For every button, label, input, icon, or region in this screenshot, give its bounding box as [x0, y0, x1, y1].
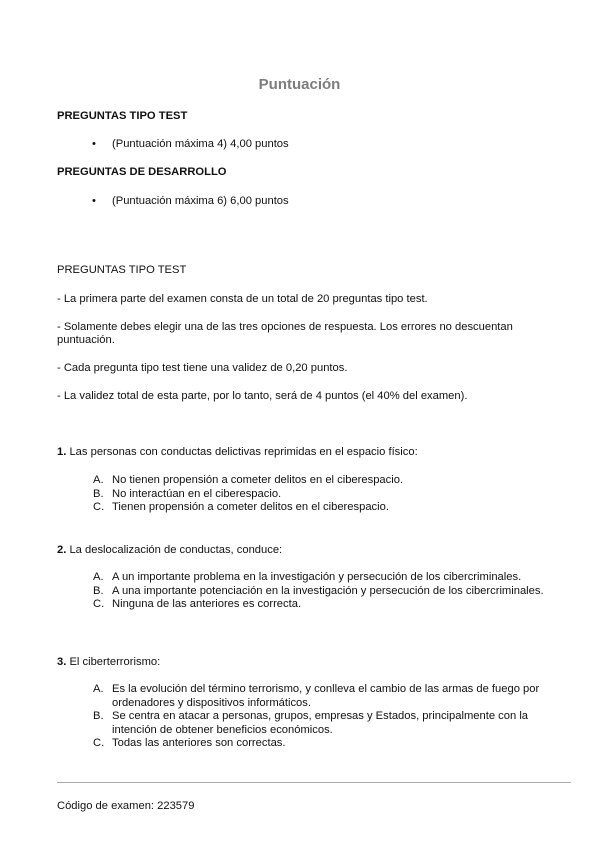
section-heading-test: PREGUNTAS TIPO TEST [57, 110, 188, 122]
answer-option[interactable] [93, 488, 573, 502]
option-letter: C. [93, 737, 105, 749]
question-2 [57, 544, 282, 556]
question-text: La deslocalización de conductas, conduce: [66, 544, 283, 556]
option-letter: C. [93, 501, 105, 513]
question-2-options [93, 571, 573, 612]
answer-option[interactable] [93, 571, 573, 585]
option-letter: A. [93, 571, 104, 583]
score-bullet-text: (Puntuación máxima 4) 4,00 puntos [112, 138, 289, 150]
option-text: A una importante potenciación en la investigación y persecución de los cibercriminales. [112, 584, 544, 597]
question-text: Las personas con conductas delictivas reprimidas en el espacio físico: [66, 446, 418, 458]
page-title: Puntuación [258, 76, 341, 93]
option-text: A un importante problema en la investigación y persecución de los cibercriminales. [112, 571, 522, 583]
option-text: Tienen propensión a cometer delitos en el ciberespacio. [112, 501, 389, 513]
instruction-line: - Solamente debes elegir una de las tres opciones de respuesta. Los errores no descuentan puntuación. [57, 321, 513, 346]
option-letter: C. [93, 598, 105, 610]
question-text: El ciberterrorismo: [66, 656, 161, 668]
option-text: No tienen propensión a cometer delitos en el ciberespacio. [112, 474, 404, 486]
instruction-line: - La primera parte del examen consta de un total de 20 preguntas tipo test. [57, 293, 428, 305]
answer-option[interactable] [93, 710, 573, 737]
question-3-options [93, 683, 573, 751]
answer-option[interactable] [93, 501, 573, 515]
bullet-icon: • [92, 195, 96, 207]
option-letter: B. [93, 584, 104, 597]
option-letter: B. [93, 710, 104, 722]
option-letter: A. [93, 474, 104, 486]
score-bullet-text: (Puntuación máxima 6) 6,00 puntos [112, 195, 289, 207]
instructions-heading: PREGUNTAS TIPO TEST [57, 264, 187, 276]
footer-divider [57, 782, 571, 783]
section-heading-development: PREGUNTAS DE DESARROLLO [57, 166, 227, 178]
question-1-options [93, 474, 573, 515]
option-text: Todas las anteriores son correctas. [112, 737, 286, 749]
answer-option[interactable] [93, 585, 573, 599]
answer-option[interactable] [93, 598, 573, 612]
option-text: No interactúan en el ciberespacio. [112, 487, 282, 500]
option-text: Se centra en atacar a personas, grupos, empresas y Estados, principalmente con la intención de obtener beneficios económicos. [112, 710, 529, 736]
answer-option[interactable] [93, 474, 573, 488]
instruction-line: - La validez total de esta parte, por lo tanto, será de 4 puntos (el 40% del examen). [57, 390, 468, 402]
option-letter: A. [93, 683, 104, 695]
question-number: 1. [57, 446, 67, 458]
question-number: 2. [57, 544, 67, 556]
question-1 [57, 446, 418, 458]
bullet-icon: • [92, 138, 96, 150]
option-text: Es la evolución del término terrorismo, y conlleva el cambio de las armas de fuego por ordenadores y dispositivos informáticos. [112, 683, 540, 709]
answer-option[interactable] [93, 737, 573, 751]
answer-option[interactable] [93, 683, 573, 710]
instruction-line: - Cada pregunta tipo test tiene una validez de 0,20 puntos. [57, 362, 348, 374]
option-text: Ninguna de las anteriores es correcta. [112, 598, 302, 610]
exam-code: Código de examen: 223579 [57, 800, 195, 812]
question-3 [57, 656, 160, 668]
question-number: 3. [57, 656, 67, 668]
option-letter: B. [93, 487, 104, 500]
